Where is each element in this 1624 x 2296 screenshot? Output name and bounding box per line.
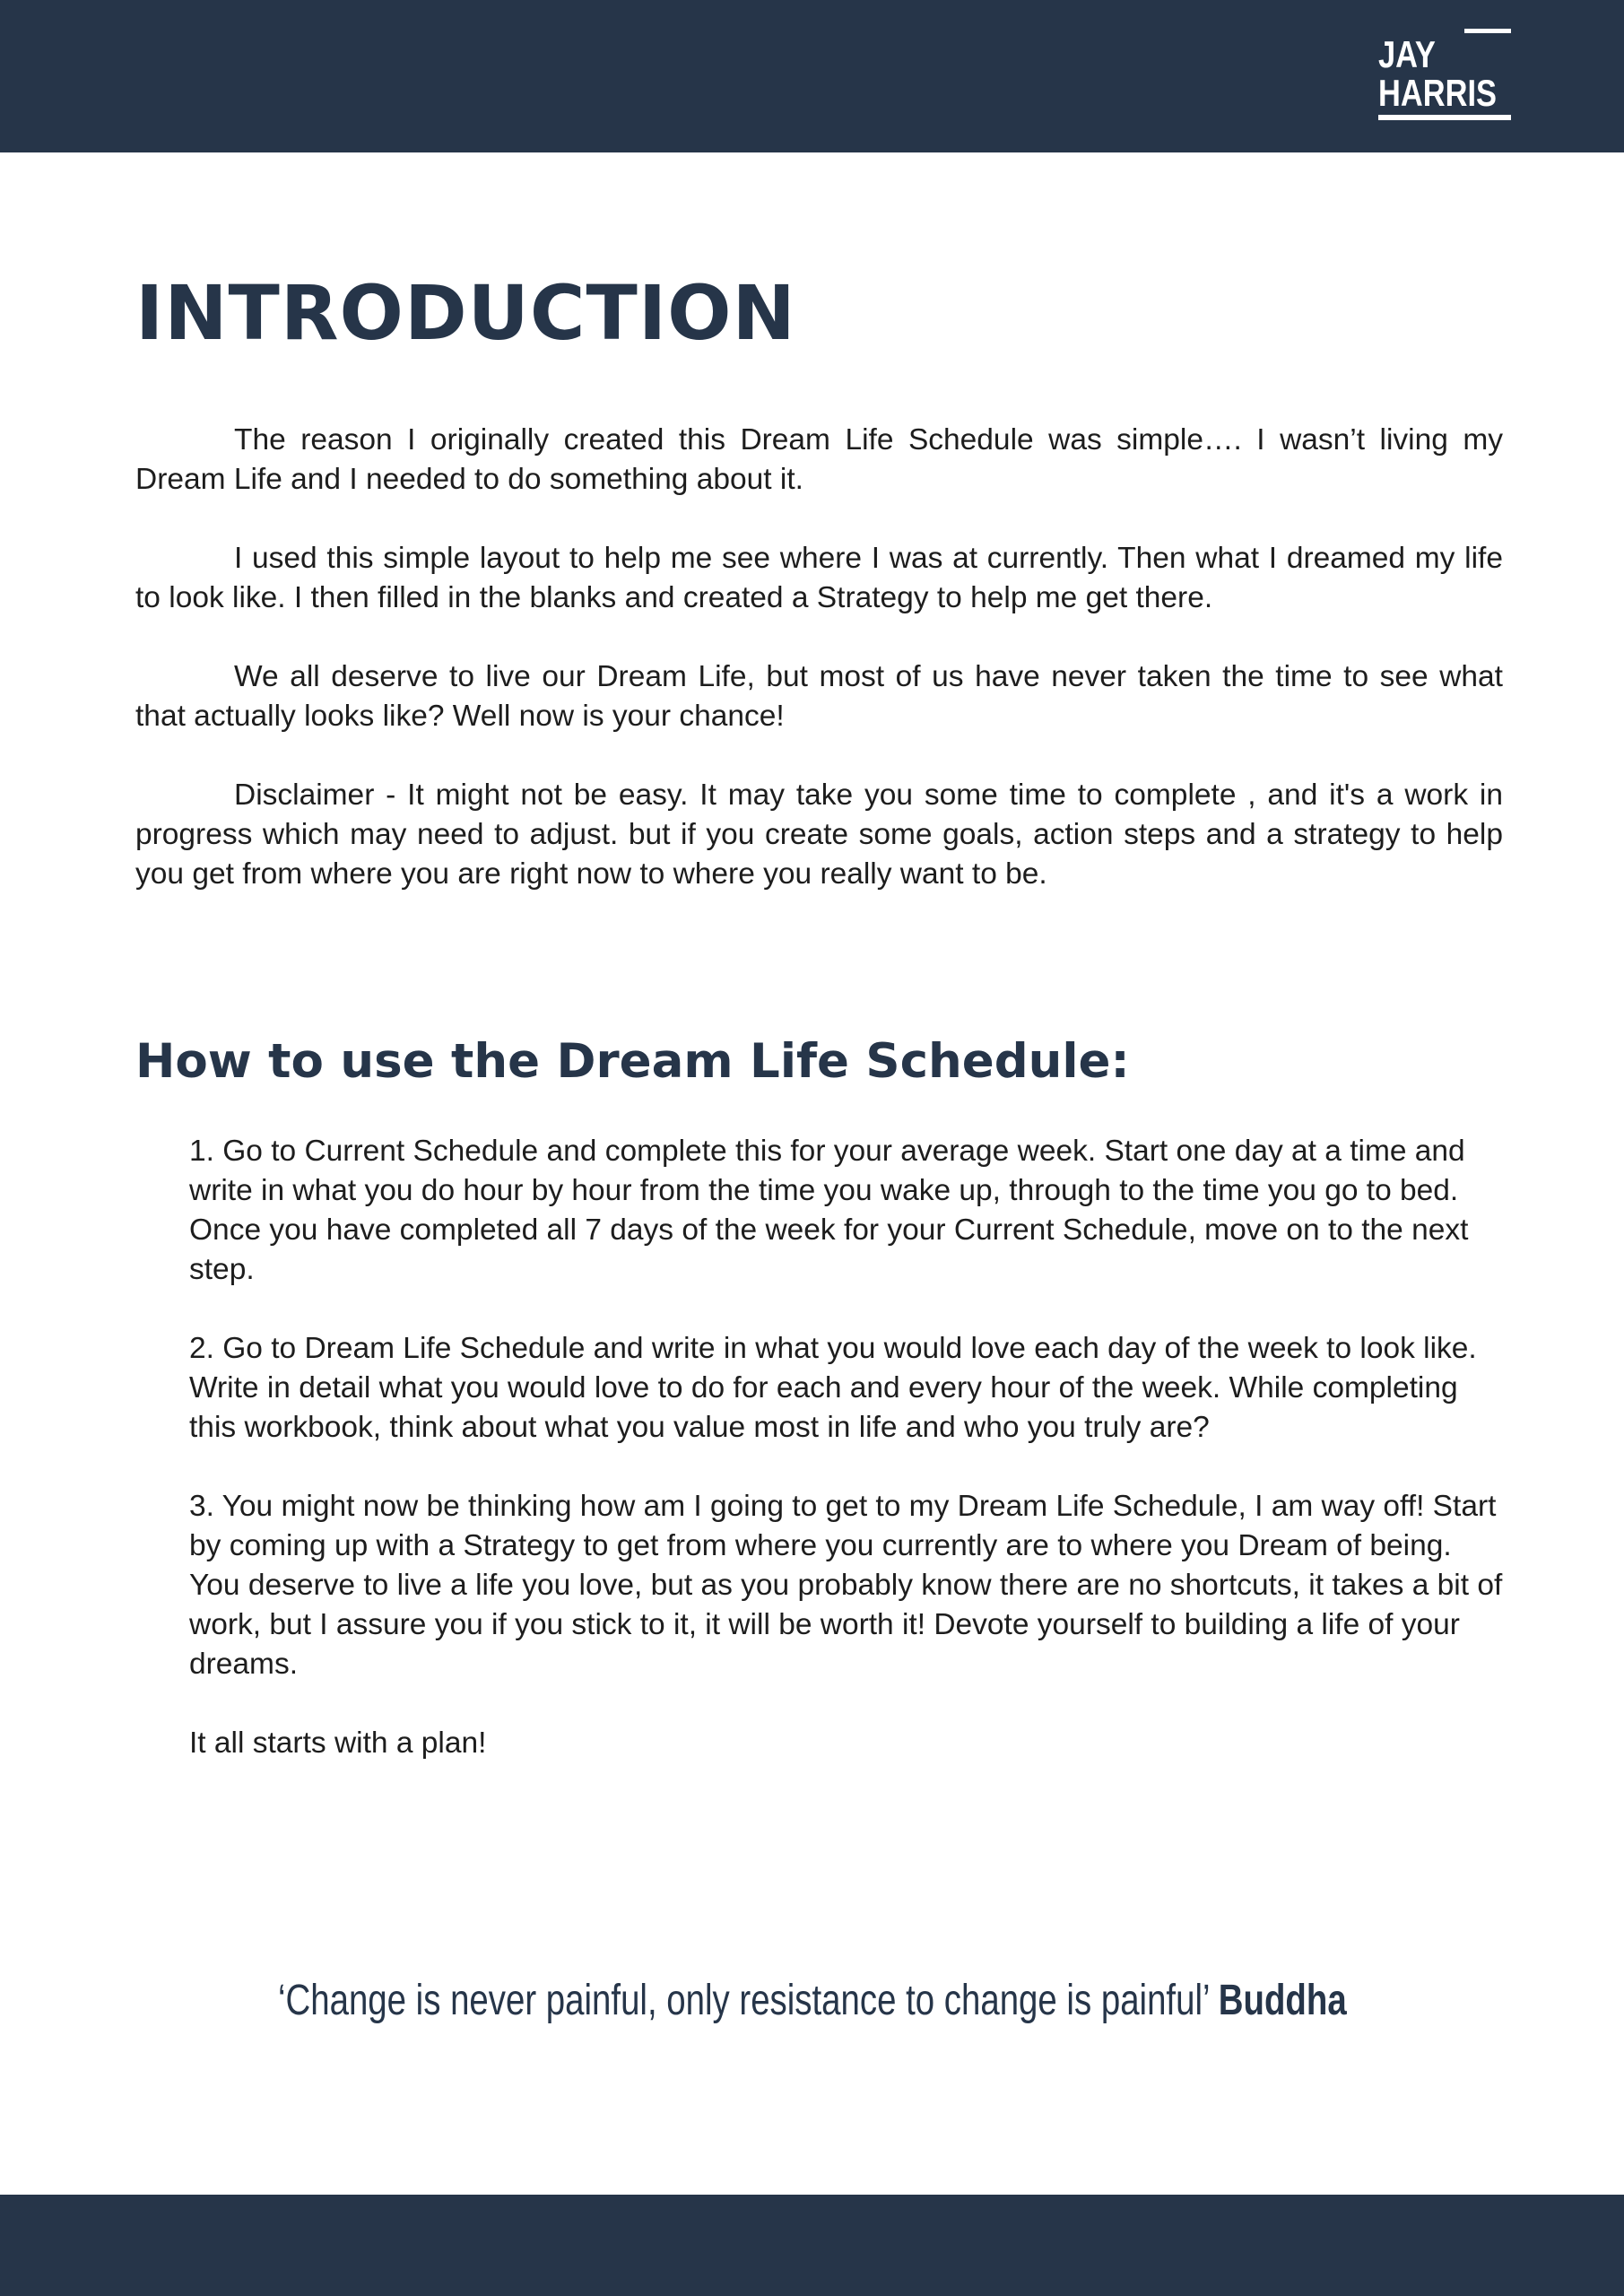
header-band	[0, 0, 1624, 152]
closing-line: It all starts with a plan!	[189, 1726, 487, 1760]
step-2: 2. Go to Dream Life Schedule and write in what you would love each day of the week to look like. Write in detail what you would love to do for each and every hour of the week. While completing this workbook, think about what you value most in life and who you truly are?	[189, 1332, 1477, 1444]
footer-band	[0, 2195, 1624, 2296]
quote-author: Buddha	[1218, 1977, 1347, 2024]
step-3: 3. You might now be thinking how am I going to get to my Dream Life Schedule, I am way off! Start by coming up with a Strategy to get from where you currently are to where you Dream of being.	[189, 1490, 1497, 1562]
step-1: 1. Go to Current Schedule and complete this for your average week. Start one day at a time and write in what you do hour by hour from the time you wake up, through to the time you go to bed. Once you have completed all 7 days of the week for your Current Schedule, move on to the next step.	[189, 1135, 1469, 1286]
brand-line-1: JAY	[1378, 33, 1436, 76]
intro-paragraph: We all deserve to live our Dream Life, but most of us have never taken the time to see what that actually looks like? Well now is your chance!	[135, 660, 1503, 733]
brand-line-2: HARRIS	[1378, 72, 1497, 115]
section-heading: How to use the Dream Life Schedule:	[135, 1034, 1130, 1089]
quote-text: ‘Change is never painful, only resistance to change is painful’	[277, 1977, 1209, 2024]
intro-paragraph: The reason I originally created this Dream Life Schedule was simple…. I wasn’t living my Dream Life and I needed to do something about it.	[135, 423, 1503, 496]
quote-line	[278, 1976, 1347, 2025]
quote-block	[0, 1976, 1624, 2025]
intro-body	[135, 421, 1503, 934]
page-title: INTRODUCTION	[135, 269, 796, 357]
steps-list	[189, 1132, 1507, 1763]
brand-logo	[1378, 29, 1511, 124]
disclaimer-paragraph: Disclaimer - It might not be easy. It may take you some time to complete , and it's a work in progress which may need to adjust. but if you create some goals, action steps and a strategy to help you get from where you are right now to where you really want to be.	[135, 778, 1503, 891]
step-3-continued: You deserve to live a life you love, but as you probably know there are no shortcuts, it takes a bit of work, but I assure you if you stick to it, it will be worth it! Devote yourself to building a life of your dreams.	[189, 1569, 1503, 1681]
intro-paragraph: I used this simple layout to help me see where I was at currently. Then what I dreamed my life to look like. I then filled in the blanks and created a Strategy to help me get there.	[135, 542, 1503, 614]
